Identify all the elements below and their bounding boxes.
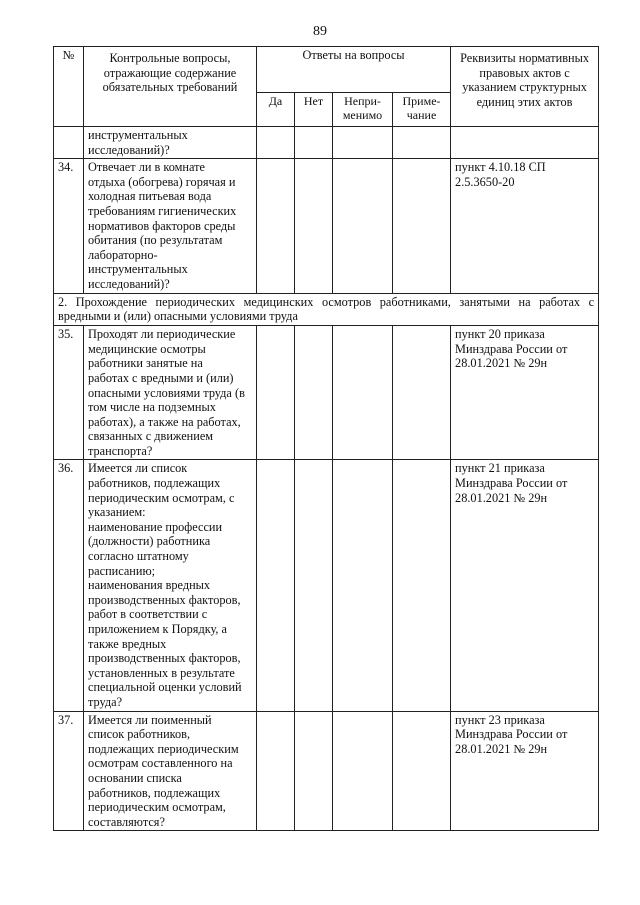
question-line: работах), а также на работах, xyxy=(88,414,241,429)
table-row xyxy=(54,127,599,159)
question-line: медицинские осмотры xyxy=(88,341,206,356)
requisites-line: пункт 23 приказа xyxy=(455,712,545,727)
requisites-cell xyxy=(451,159,599,293)
answer-note-cell[interactable] xyxy=(393,711,451,831)
answer-note-cell[interactable] xyxy=(393,159,451,293)
question-line: исследований)? xyxy=(88,276,170,291)
question-line: Проходят ли периодические xyxy=(88,327,236,342)
requisites-line: Минздрава России от xyxy=(455,476,568,491)
header-answers: Ответы на вопросы xyxy=(257,47,451,93)
answer-yes-cell[interactable] xyxy=(257,159,295,293)
table-row xyxy=(54,159,599,293)
requisites-line: 28.01.2021 № 29н xyxy=(455,490,548,505)
requisites-line: пункт 4.10.18 СП xyxy=(455,160,546,175)
requisites-line: Минздрава России от xyxy=(455,341,568,356)
question-line: указанием: xyxy=(88,505,146,520)
question-line: работники занятые на xyxy=(88,356,203,371)
answer-note-cell[interactable] xyxy=(393,326,451,460)
question-line: обитания (по результатам xyxy=(88,233,223,248)
question-line: наименование профессии xyxy=(88,519,223,534)
question-line: лабораторно- xyxy=(88,247,158,262)
requisites-line: пункт 21 приказа xyxy=(455,461,545,476)
question-line: работ в соответствии с xyxy=(88,607,208,622)
question-line: приложением к Порядку, а xyxy=(88,622,228,636)
row-number: 36. xyxy=(54,460,84,711)
question-line: том числе на подземных xyxy=(88,400,216,415)
answer-yes-cell[interactable] xyxy=(257,326,295,460)
answer-note-cell[interactable] xyxy=(393,127,451,159)
question-line: также вредных xyxy=(88,636,167,651)
answer-not-applicable-cell[interactable] xyxy=(333,159,393,293)
header-note: Приме- чание xyxy=(393,93,451,127)
section-row xyxy=(54,293,599,326)
question-line: опасными условиями труда (в xyxy=(88,385,245,400)
question-line: производственных факторов, xyxy=(88,651,241,666)
question-cell xyxy=(84,326,257,460)
question-line: расписанию; xyxy=(88,563,156,578)
question-line: транспорта? xyxy=(88,443,153,458)
question-line: (должности) работника xyxy=(88,534,211,549)
question-line: периодическим осмотрам, с xyxy=(88,490,235,505)
question-line: основании списка xyxy=(88,770,182,785)
question-line: труда? xyxy=(88,694,123,709)
requisites-line: 28.01.2021 № 29н xyxy=(455,741,548,756)
question-line: периодическим осмотрам, xyxy=(88,800,226,815)
answer-no-cell[interactable] xyxy=(295,711,333,831)
answer-yes-cell[interactable] xyxy=(257,460,295,711)
question-line: работников, подлежащих xyxy=(88,476,221,491)
question-line: установленных в результате xyxy=(88,665,235,680)
row-number: 35. xyxy=(54,326,84,460)
row-number: 37. xyxy=(54,711,84,831)
question-line: работах с вредными и (или) xyxy=(88,370,234,385)
question-line: производственных факторов, xyxy=(88,592,241,607)
answer-yes-cell[interactable] xyxy=(257,127,295,159)
requisites-line: пункт 20 приказа xyxy=(455,327,545,342)
question-line: наименования вредных xyxy=(88,578,211,593)
question-line: Имеется ли поименный xyxy=(88,712,212,727)
table-row xyxy=(54,711,599,831)
row-number: 34. xyxy=(54,159,84,293)
header-no: Нет xyxy=(295,93,333,127)
requisites-cell xyxy=(451,127,599,159)
row-number xyxy=(54,127,84,159)
question-line: специальной оценки условий xyxy=(88,680,242,695)
checklist-table xyxy=(53,46,599,831)
header-yes: Да xyxy=(257,93,295,127)
question-line: инструментальных xyxy=(88,262,188,277)
answer-not-applicable-cell[interactable] xyxy=(333,127,393,159)
answer-not-applicable-cell[interactable] xyxy=(333,460,393,711)
question-line: осмотрам составленного на xyxy=(88,756,233,771)
question-line: требованиям гигиенических xyxy=(88,203,237,218)
question-line: холодная питьевая вода xyxy=(88,189,212,204)
answer-not-applicable-cell[interactable] xyxy=(333,326,393,460)
requisites-line: 28.01.2021 № 29н xyxy=(455,356,548,371)
question-line: составляются? xyxy=(88,814,165,829)
answer-no-cell[interactable] xyxy=(295,460,333,711)
answer-yes-cell[interactable] xyxy=(257,711,295,831)
question-line: нормативов факторов среды xyxy=(88,218,236,233)
question-line: Отвечает ли в комнате xyxy=(88,160,205,175)
question-line: согласно штатному xyxy=(88,549,189,564)
table-row xyxy=(54,326,599,460)
answer-note-cell[interactable] xyxy=(393,460,451,711)
question-line: Имеется ли список xyxy=(88,461,188,476)
requisites-cell xyxy=(451,326,599,460)
table-row xyxy=(54,460,599,711)
header-requisites: Реквизиты нормативных правовых актов с указанием структурных единиц этих актов xyxy=(451,47,599,127)
question-line: список работников, xyxy=(88,727,191,742)
answer-no-cell[interactable] xyxy=(295,326,333,460)
section-title: 2. Прохождение периодических медицинских осмотров работниками, занятыми на работах с вредными и (или) опасными условиями труда xyxy=(54,293,599,326)
question-cell xyxy=(84,711,257,831)
answer-no-cell[interactable] xyxy=(295,127,333,159)
header-number: № xyxy=(54,47,84,127)
question-cell xyxy=(84,460,257,711)
header-questions: Контрольные вопросы, отражающие содержание обязательных требований xyxy=(84,47,257,127)
question-line: связанных с движением xyxy=(88,429,214,444)
question-line: отдыха (обогрева) горячая и xyxy=(88,174,236,189)
question-line: работников, подлежащих xyxy=(88,785,221,800)
requisites-line: Минздрава России от xyxy=(455,727,568,742)
answer-not-applicable-cell[interactable] xyxy=(333,711,393,831)
question-cell: инструментальных исследований)? xyxy=(84,127,257,159)
header-not-applicable: Непри- менимо xyxy=(333,93,393,127)
question-cell xyxy=(84,159,257,293)
requisites-cell xyxy=(451,711,599,831)
requisites-cell xyxy=(451,460,599,711)
table-body xyxy=(54,127,599,831)
page-number: 89 xyxy=(313,24,327,39)
question-line: подлежащих периодическим xyxy=(88,741,239,756)
answer-no-cell[interactable] xyxy=(295,159,333,293)
requisites-line: 2.5.3650-20 xyxy=(455,174,515,189)
